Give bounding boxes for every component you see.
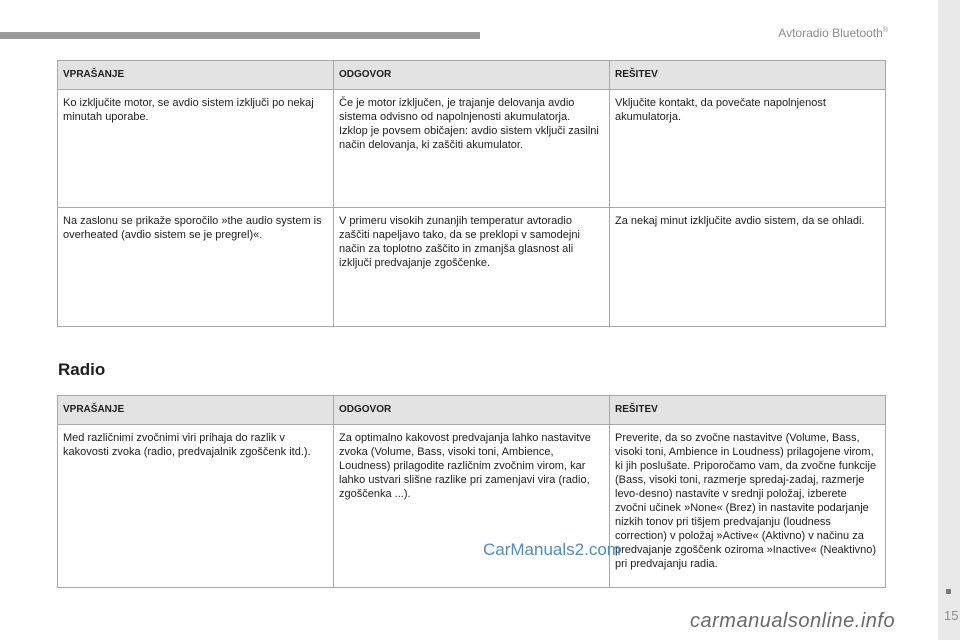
- cell-answer: Za optimalno kakovost predvajanja lahko nastavitve zvoka (Volume, Bass, visoki toni, Ambience, Loudness) prilagodite različnim zvočnim virom, kar lahko ustvari slišne razlike pri zamenjavi vira (radio, zgoščenka ...).: [334, 425, 610, 588]
- table-row: [58, 425, 886, 588]
- page-sidebar: [938, 0, 960, 640]
- cell-answer: V primeru visokih zunanjih temperatur avtoradio zaščiti napeljavo tako, da se preklopi v samodejni način za toplotno zaščito in zmanjša glasnost ali izključi predvajanje zgoščenke.: [334, 208, 610, 327]
- page-number: 15: [944, 608, 959, 623]
- header-title-text: Avtoradio Bluetooth: [778, 26, 883, 40]
- cell-solution: Vključite kontakt, da povečate napolnjenost akumulatorja.: [610, 90, 886, 208]
- troubleshooting-table-radio: [57, 395, 886, 588]
- cell-question: Na zaslonu se prikaže sporočilo »the audio system is overheated (avdio sistem se je pregrel)«.: [58, 208, 334, 327]
- cell-question: Ko izključite motor, se avdio sistem izključi po nekaj minutah uporabe.: [58, 90, 334, 208]
- table-row: [58, 90, 886, 208]
- column-header-solution: REŠITEV: [610, 396, 886, 425]
- watermark-carmanualsonline: carmanualsonline.info: [690, 610, 896, 632]
- watermark-carmanuals: CarManuals2.com: [483, 540, 621, 559]
- header-title: [778, 26, 888, 40]
- header-bar: [0, 32, 480, 39]
- table-header-row: [58, 61, 886, 90]
- square-bullet-icon: [946, 589, 951, 594]
- column-header-answer: ODGOVOR: [334, 61, 610, 90]
- cell-solution: Za nekaj minut izključite avdio sistem, da se ohladi.: [610, 208, 886, 327]
- column-header-solution: REŠITEV: [610, 61, 886, 90]
- troubleshooting-table-audio: [57, 60, 886, 327]
- cell-answer: Če je motor izključen, je trajanje delovanja avdio sistema odvisno od napolnjenosti akumulatorja. Izklop je povsem običajen: avdio sistem vključi zasilni način delovanja, ki zaščiti akumulator.: [334, 90, 610, 208]
- column-header-question: VPRAŠANJE: [58, 396, 334, 425]
- registered-mark: ®: [882, 27, 888, 34]
- column-header-answer: ODGOVOR: [334, 396, 610, 425]
- cell-question: Med različnimi zvočnimi viri prihaja do razlik v kakovosti zvoka (radio, predvajalnik zgoščenk itd.).: [58, 425, 334, 588]
- table-row: [58, 208, 886, 327]
- column-header-question: VPRAŠANJE: [58, 61, 334, 90]
- table-header-row: [58, 396, 886, 425]
- cell-solution: Preverite, da so zvočne nastavitve (Volume, Bass, visoki toni, Ambience in Loudness) prilagojene virom, ki jih poslušate. Priporočamo vam, da zvočne funkcije (Bass, visoki toni, razmerje spredaj-zadaj, razmerje levo-desno) nastavite v srednji položaj, izberete zvočni učinek »None« (Brez) in nastavite podarjanje nizkih tonov pri tišjem predvajanju (loudness correction) v položaj »Active« (Aktivno) v načinu za predvajanje zgoščenk oziroma »Inactive« (Neaktivno) pri predvajanju radia.: [610, 425, 886, 588]
- section-title-radio: Radio: [58, 360, 106, 379]
